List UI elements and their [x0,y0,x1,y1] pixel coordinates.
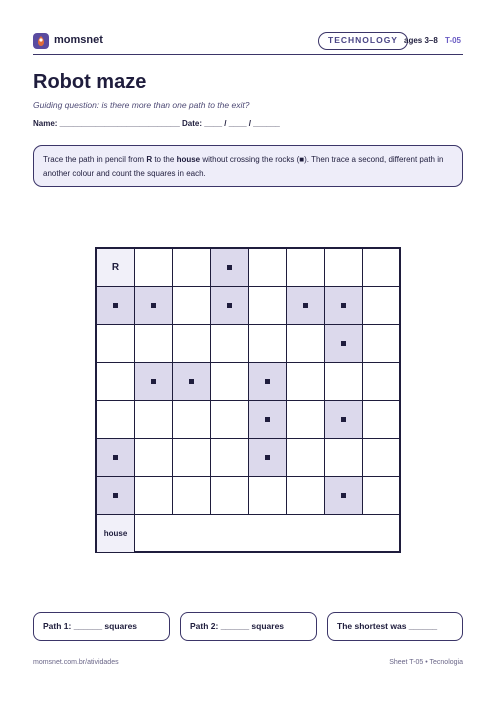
maze-rock-cell[interactable] [97,287,135,325]
maze-cell[interactable] [287,401,325,439]
house-word: house [176,155,201,164]
shortest-path-answer[interactable]: The shortest was ______ [327,612,463,641]
maze-rock-cell[interactable] [249,401,287,439]
maze-rock-cell[interactable] [135,287,173,325]
maze-cell[interactable] [325,439,363,477]
rock-icon [341,493,346,498]
maze-cell[interactable] [287,439,325,477]
maze-rock-cell[interactable] [325,325,363,363]
maze-cell[interactable] [287,249,325,287]
maze-grid[interactable] [95,247,401,553]
maze-cell[interactable] [325,249,363,287]
maze-rock-cell[interactable] [249,363,287,401]
maze-cell[interactable] [363,325,401,363]
momsnet-logo-icon [33,33,49,49]
path-1-answer[interactable]: Path 1: ______ squares [33,612,170,641]
maze-cell[interactable] [97,401,135,439]
header [33,31,463,55]
rock-icon [113,303,118,308]
rock-icon [265,379,270,384]
maze-cell[interactable] [287,325,325,363]
rock-icon [227,265,232,270]
maze-rock-cell[interactable] [135,363,173,401]
maze-cell[interactable] [249,249,287,287]
maze-rock-cell[interactable] [173,363,211,401]
maze-cell[interactable] [173,287,211,325]
maze-rock-cell[interactable] [211,287,249,325]
maze-rock-cell[interactable] [325,477,363,515]
maze-cell[interactable] [211,363,249,401]
rock-icon [227,303,232,308]
maze-bottom-strip[interactable] [135,515,400,553]
maze-cell[interactable] [363,401,401,439]
maze-house-cell[interactable]: house [97,515,135,553]
maze-cell[interactable] [135,439,173,477]
maze-rock-cell[interactable] [287,287,325,325]
maze-cell[interactable] [287,363,325,401]
rock-icon [151,379,156,384]
maze-cell[interactable] [363,287,401,325]
maze-cell[interactable] [249,325,287,363]
maze-cell[interactable] [211,401,249,439]
path-2-answer[interactable]: Path 2: ______ squares [180,612,317,641]
maze-cell[interactable] [173,401,211,439]
maze-cell[interactable] [135,325,173,363]
maze-cell[interactable] [363,439,401,477]
maze-cell[interactable] [97,325,135,363]
maze-cell[interactable] [249,287,287,325]
page-title: Robot maze [33,71,147,93]
rock-icon [151,303,156,308]
rock-icon [113,455,118,460]
rock-icon [265,417,270,422]
maze-rock-cell[interactable] [211,249,249,287]
instructions-box [33,145,463,187]
maze-cell[interactable] [363,249,401,287]
maze-cell[interactable] [211,477,249,515]
rock-icon [265,455,270,460]
sheet-code: T-05 [445,36,462,45]
maze-cell[interactable] [173,325,211,363]
guiding-question: Guiding question: is there more than one path to the exit? [33,100,250,110]
maze-cell[interactable] [211,439,249,477]
maze-cell[interactable] [173,439,211,477]
instructions-text: to the [152,155,177,164]
age-range: ages 3–8 [404,36,438,45]
maze-cell[interactable] [173,477,211,515]
maze-rock-cell[interactable] [325,287,363,325]
maze-cell[interactable] [287,477,325,515]
rock-icon [113,493,118,498]
start-letter: R [146,155,153,164]
maze-rock-cell[interactable] [325,401,363,439]
maze-cell[interactable] [249,477,287,515]
maze-rock-cell[interactable] [97,439,135,477]
maze-cell[interactable] [363,363,401,401]
maze-rock-cell[interactable] [249,439,287,477]
rock-icon [341,417,346,422]
footer-url: momsnet.com.br/atividades [33,659,119,666]
maze-cell[interactable] [135,249,173,287]
maze-cell[interactable] [173,249,211,287]
maze-cell[interactable] [97,363,135,401]
name-date-line: Name: ___________________________ Date: ____ / ____ / ______ [33,119,280,128]
maze-cell[interactable] [325,363,363,401]
maze-cell[interactable] [135,401,173,439]
rock-icon [341,341,346,346]
instructions-text: without crossing the rocks (■). Then trace a second, different path in another colour and count the squares in each. [43,155,444,178]
rock-icon [341,303,346,308]
category-badge: TECHNOLOGY [318,32,408,50]
maze-rock-cell[interactable] [97,477,135,515]
brand-name: momsnet [54,34,103,46]
instructions-text: Trace the path in pencil from [43,155,147,164]
maze-cell[interactable] [135,477,173,515]
maze-cell[interactable] [211,325,249,363]
footer-sheet: Sheet T-05 • Tecnologia [389,659,463,666]
maze-start-cell[interactable]: R [97,249,135,287]
rock-icon [303,303,308,308]
maze-cell[interactable] [363,477,401,515]
rock-icon [189,379,194,384]
